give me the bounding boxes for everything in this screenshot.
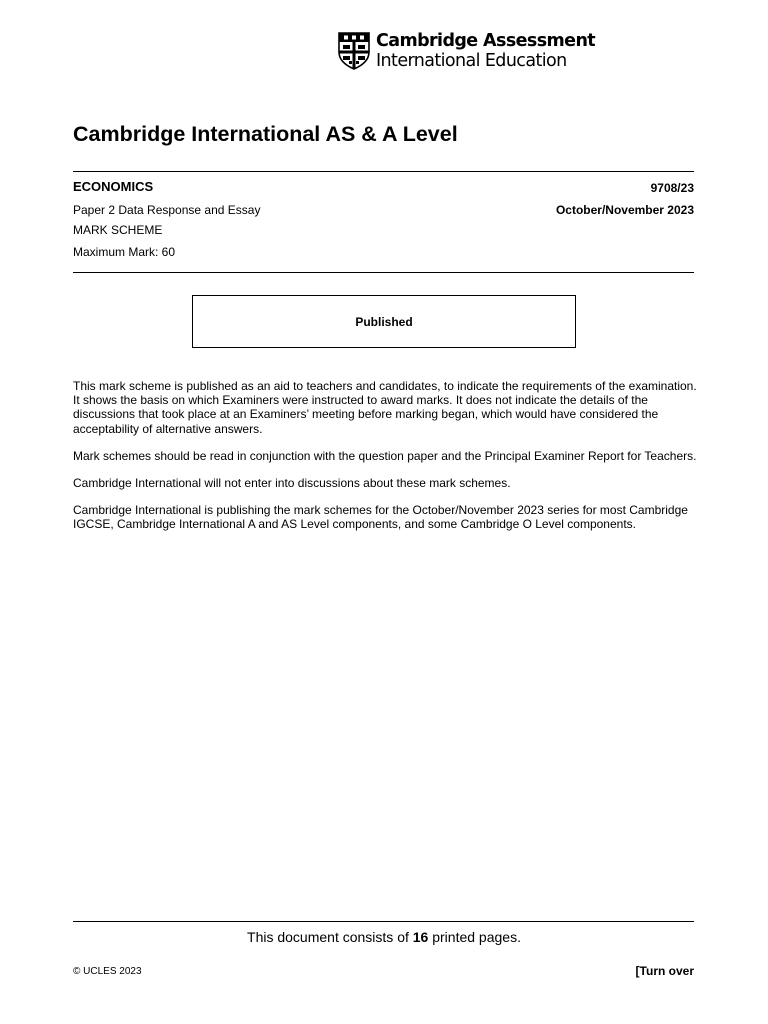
syllabus-code: 9708/23 xyxy=(650,181,694,195)
maximum-mark: Maximum Mark: 60 xyxy=(73,245,176,259)
cambridge-logo xyxy=(338,31,595,71)
cambridge-crest-icon xyxy=(338,32,370,70)
logo-line-2: International Education xyxy=(376,51,567,71)
header-divider-top xyxy=(73,171,694,172)
status-label: Published xyxy=(355,314,413,329)
body-text xyxy=(73,379,698,545)
paragraph-purpose: This mark scheme is published as an aid to teachers and candidates, to indicate the requirements of the examination. It shows the basis on which Examiners were instructed to award marks. It does not indicate the details of the discussions that took place at an Examiners’ meeting before marking began, which would have considered the acceptability of alternative answers. xyxy=(73,379,697,436)
paragraph-discussions: Cambridge International will not enter into discussions about these mark schemes. xyxy=(73,476,511,491)
copyright-notice: © UCLES 2023 xyxy=(73,966,142,977)
paragraph-series: Cambridge International is publishing the mark schemes for the October/November 2023 series for most Cambridge IGCSE, Cambridge International A and AS Level components, and some Cambridge O Level components. xyxy=(73,503,688,532)
status-box xyxy=(192,295,576,348)
logo-wordmark xyxy=(376,31,595,71)
turn-over-label: [Turn over xyxy=(635,964,694,978)
logo-line-1: Cambridge Assessment xyxy=(376,31,596,51)
footer-divider xyxy=(73,921,694,922)
exam-session: October/November 2023 xyxy=(555,203,694,217)
page-count-number: 16 xyxy=(412,929,429,945)
page-count-suffix: printed pages. xyxy=(428,929,521,945)
page-count-prefix: This document consists of xyxy=(247,929,413,945)
document-type: MARK SCHEME xyxy=(73,223,163,237)
header-divider-bottom xyxy=(73,272,694,273)
paper-title: Paper 2 Data Response and Essay xyxy=(73,203,261,217)
qualification-title: Cambridge International AS & A Level xyxy=(73,122,458,146)
page-count-note xyxy=(0,929,768,945)
paragraph-conjunction: Mark schemes should be read in conjunction with the question paper and the Principal Examiner Report for Teachers. xyxy=(73,448,697,463)
subject-name: ECONOMICS xyxy=(73,179,154,194)
